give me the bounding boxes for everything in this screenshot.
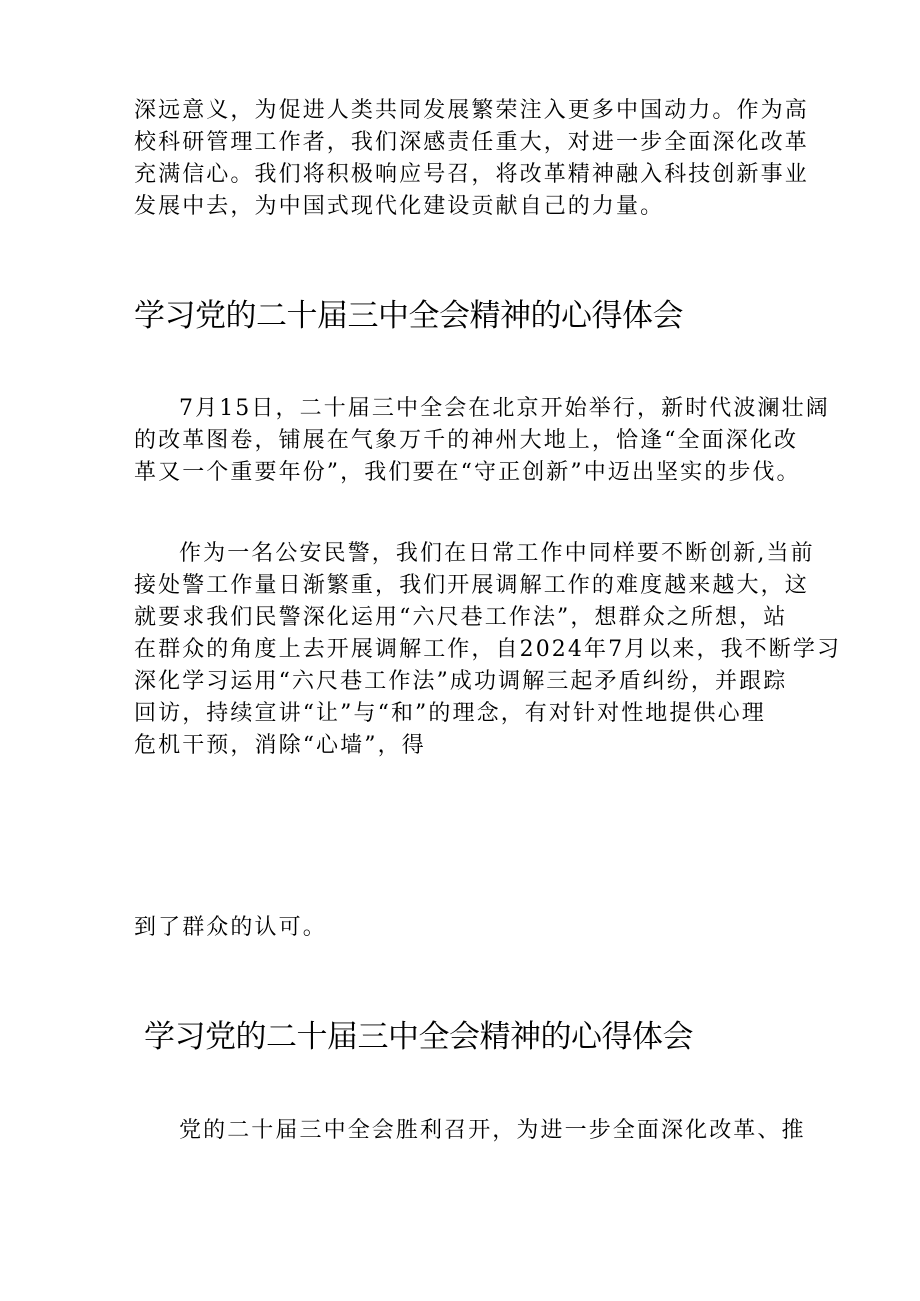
section-1-paragraph-3 <box>134 912 327 944</box>
text-line: 在群众的角度上去开展调解工作，自2024年7月以来，我不断学习 <box>134 637 842 662</box>
text-line: 发展中去，为中国式现代化建设贡献自己的力量。 <box>134 194 665 219</box>
text-line: 党的二十届三中全会胜利召开，为进一步全面深化改革、推 <box>179 1118 806 1143</box>
text-line: 接处警工作量日渐繁重，我们开展调解工作的难度越来越大，这 <box>134 573 809 598</box>
text-line: 的改革图卷，铺展在气象万千的神州大地上，恰逢“全面深化改 <box>134 428 799 453</box>
section-1-paragraph-2 <box>134 538 841 762</box>
text-line: 就要求我们民警深化运用“六尺巷工作法”，想群众之所想，站 <box>134 605 788 630</box>
text-line: 7月15日，二十届三中全会在北京开始举行，新时代波澜壮阔 <box>179 396 830 421</box>
intro-paragraph <box>134 95 809 223</box>
text-line: 作为一名公安民警，我们在日常工作中同样要不断创新,当前 <box>179 541 815 566</box>
section-heading: 学习党的二十届三中全会精神的心得体会 <box>144 1019 693 1055</box>
text-line: 深远意义，为促进人类共同发展繁荣注入更多中国动力。作为高 <box>134 98 809 123</box>
text-line: 充满信心。我们将积极响应号召，将改革精神融入科技创新事业 <box>134 162 809 187</box>
text-line: 回访，持续宣讲“让”与“和”的理念，有对针对性地提供心理 <box>134 701 766 726</box>
text-line: 校科研管理工作者，我们深感责任重大，对进一步全面深化改革 <box>134 130 809 155</box>
text-line: 革又一个重要年份”，我们要在“守正创新”中迈出坚实的步伐。 <box>134 460 801 485</box>
section-heading: 学习党的二十届三中全会精神的心得体会 <box>134 298 683 334</box>
text-line: 深化学习运用“六尺巷工作法”成功调解三起矛盾纠纷，并跟踪 <box>134 669 788 694</box>
text-line: 危机干预，消除“心墙”，得 <box>134 733 426 758</box>
section-1-paragraph-1 <box>134 393 830 489</box>
section-2-paragraph-1 <box>134 1115 806 1147</box>
text-line: 到了群众的认可。 <box>134 915 327 940</box>
